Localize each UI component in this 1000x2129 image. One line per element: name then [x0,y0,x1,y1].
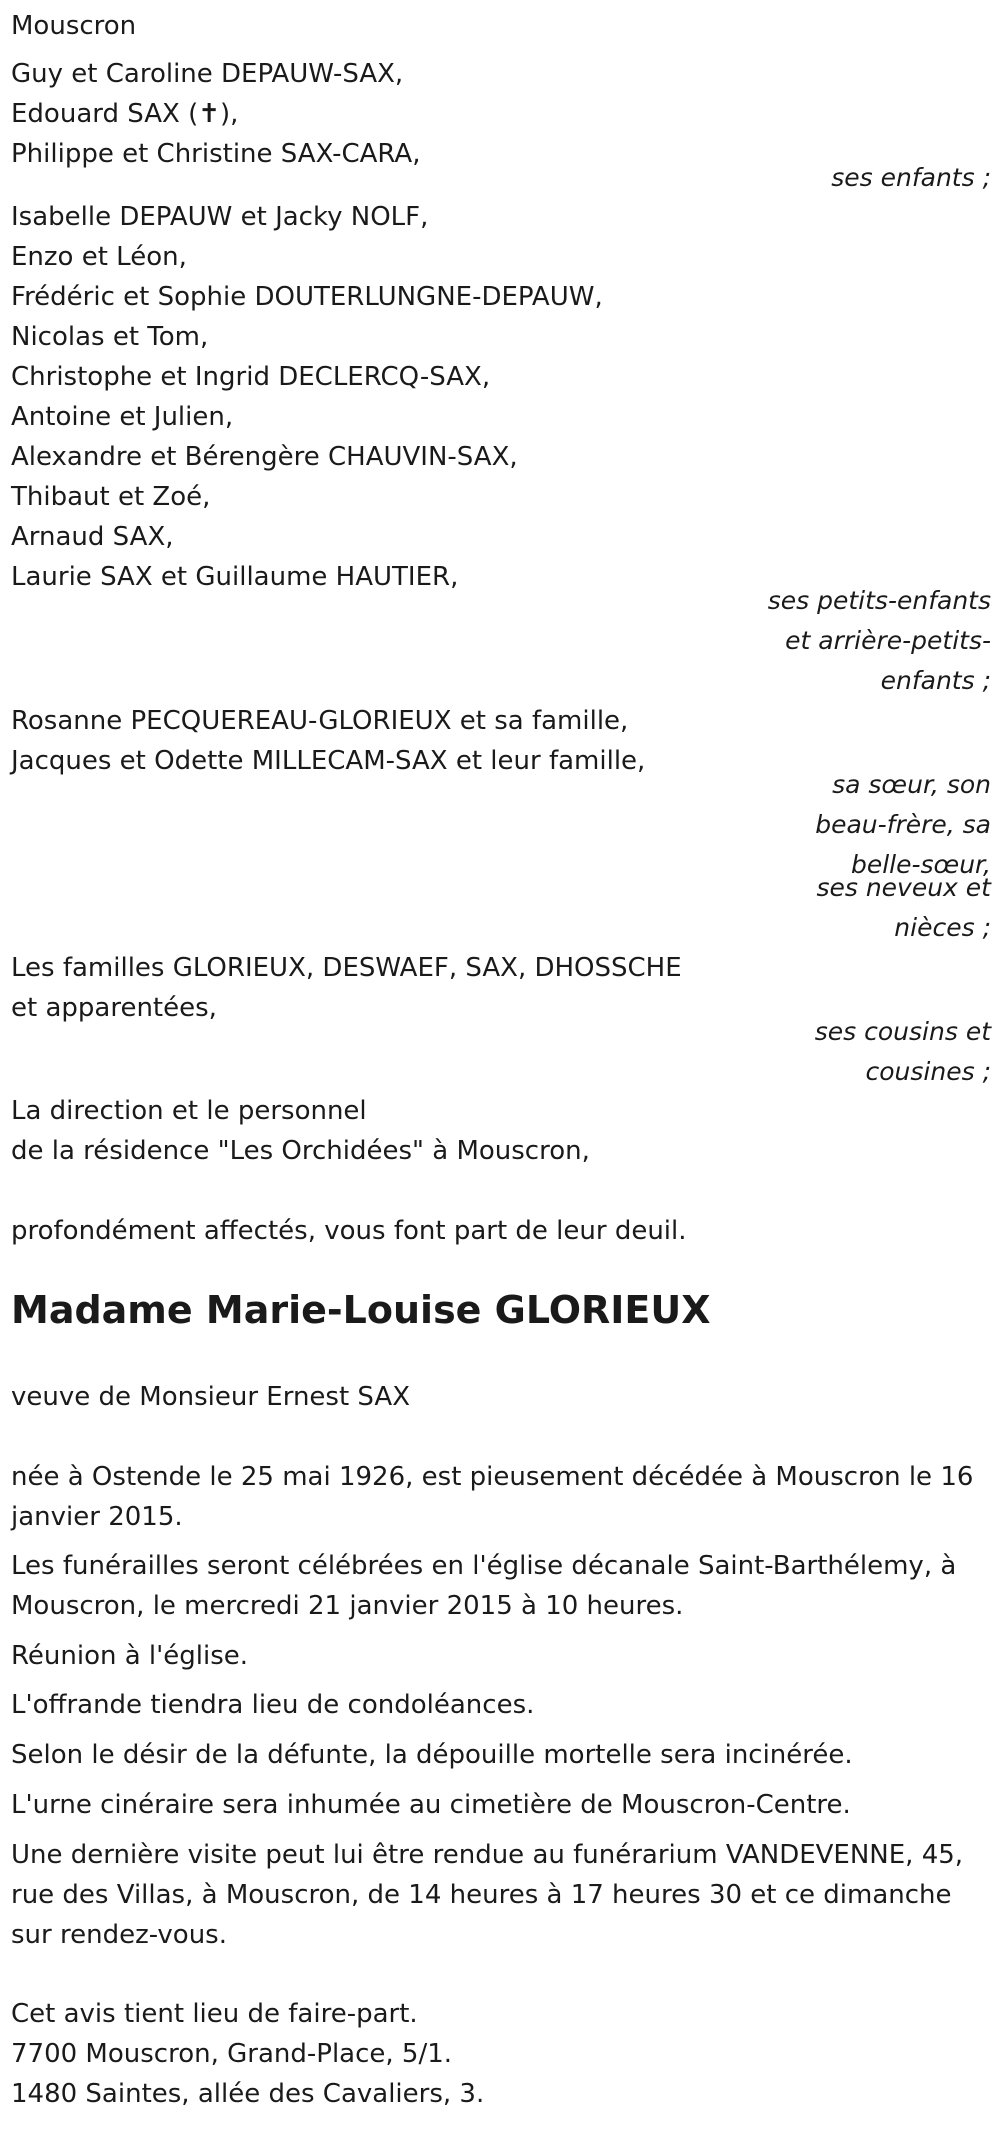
widow-of: veuve de Monsieur Ernest SAX [11,1382,411,1412]
footer-line: 1480 Saintes, allée des Cavaliers, 3. [11,2079,485,2109]
detail-funeral: Les funérailles seront célébrées en l'église décanale Saint-Barthélemy, à Mouscron, le mercredi 21 janvier 2015 à 10 heures. [11,1551,957,1621]
closing-line: profondément affectés, vous font part de leur deuil. [11,1216,687,1246]
footer-line: 7700 Mouscron, Grand-Place, 5/1. [11,2039,453,2069]
grandchild-line: Antoine et Julien, [11,402,234,432]
cousins-label: cousines ; [865,1057,991,1086]
grandchild-line: Frédéric et Sophie DOUTERLUNGNE-DEPAUW, [11,282,603,312]
detail-visit: Une dernière visite peut lui être rendue au funérarium VANDEVENNE, 45, rue des Villas, à Mouscron, de 14 heures à 17 heures 30 et ce dimanche sur rendez-vous. [11,1840,964,1950]
grandchild-line: Arnaud SAX, [11,522,174,552]
child-line: Philippe et Christine SAX-CARA, [11,139,421,169]
grandchild-line: Laurie SAX et Guillaume HAUTIER, [11,562,459,592]
siblings-label: belle-sœur, [850,850,991,879]
children-label: ses enfants ; [831,163,991,192]
siblings-label: ses neveux et [816,873,991,902]
grandchild-line: Isabelle DEPAUW et Jacky NOLF, [11,202,429,232]
deceased-name: Madame Marie-Louise GLORIEUX [11,1288,711,1332]
residence-line: La direction et le personnel [11,1096,367,1126]
grandchildren-label: ses petits-enfants [767,586,991,615]
footer-line: Cet avis tient lieu de faire-part. [11,1999,418,2029]
grandchild-line: Nicolas et Tom, [11,322,209,352]
siblings-label: nièces ; [894,913,991,942]
siblings-label: sa sœur, son [832,770,991,799]
residence-line: de la résidence "Les Orchidées" à Mouscron, [11,1136,590,1166]
location: Mouscron [11,11,137,41]
sibling-line: Jacques et Odette MILLECAM-SAX et leur famille, [11,746,646,776]
child-line: Edouard SAX (✝), [11,99,239,129]
detail-offering: L'offrande tiendra lieu de condoléances. [11,1690,535,1720]
grandchild-line: Thibaut et Zoé, [11,482,211,512]
cousin-line: et apparentées, [11,993,217,1023]
grandchild-line: Alexandre et Bérengère CHAUVIN-SAX, [11,442,518,472]
siblings-label: beau-frère, sa [815,810,991,839]
grandchild-line: Enzo et Léon, [11,242,187,272]
grandchildren-label: enfants ; [880,666,991,695]
cousin-line: Les familles GLORIEUX, DESWAEF, SAX, DHOSSCHE [11,953,682,983]
detail-cremation: Selon le désir de la défunte, la dépouille mortelle sera incinérée. [11,1740,853,1770]
child-line: Guy et Caroline DEPAUW-SAX, [11,59,404,89]
sibling-line: Rosanne PECQUEREAU-GLORIEUX et sa famille, [11,706,629,736]
grandchildren-label: et arrière-petits- [785,626,991,655]
grandchild-line: Christophe et Ingrid DECLERCQ-SAX, [11,362,491,392]
detail-gathering: Réunion à l'église. [11,1641,249,1671]
detail-birth-death: née à Ostende le 25 mai 1926, est pieusement décédée à Mouscron le 16 janvier 2015. [11,1462,974,1532]
cousins-label: ses cousins et [814,1017,991,1046]
detail-urn: L'urne cinéraire sera inhumée au cimetière de Mouscron-Centre. [11,1790,851,1820]
